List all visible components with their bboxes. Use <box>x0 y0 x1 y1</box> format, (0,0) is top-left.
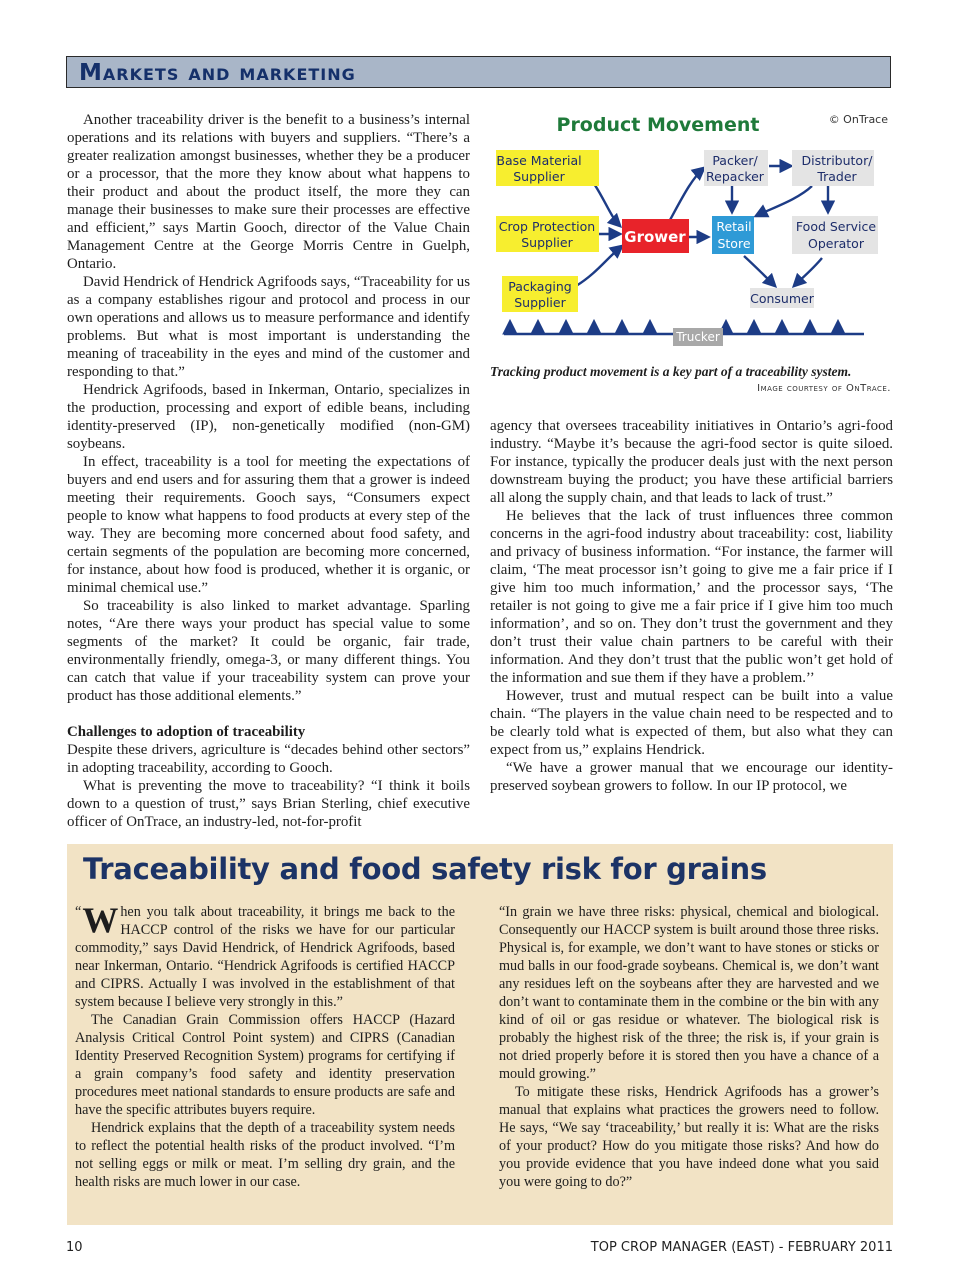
paragraph: In effect, traceability is a tool for meeting the expectations of buyers and end users and for assuring them that a grower is indeed meeting their requirements. Gooch says, “Consumers expect people to know what happens to food products at every step of the way. They are becoming more concerned about food safety, and certain segments of the population are becoming more concerned, for instance, about how food is produced, whether it is organic, or minimal chemical use.” <box>67 454 470 596</box>
paragraph: “We have a grower manual that we encourage our identity-preserved soybean growers to follow. In our IP protocol, we <box>490 760 893 794</box>
drop-cap: W <box>82 900 119 940</box>
svg-text:Distributor/: Distributor/ <box>801 153 873 168</box>
paragraph: agency that oversees traceability initiatives in Ontario’s agri-food industry. “Maybe it’s because the agri-food sector is quite siloed. For instance, typically the producer deals just with the next person downstream buying the product; you have these artificial barriers all along the supply chain, and that leads to lack of trust.” <box>490 418 893 506</box>
svg-text:Grower: Grower <box>624 228 686 246</box>
node-distributor-trader <box>792 150 874 186</box>
svg-text:Retail: Retail <box>716 219 752 234</box>
paragraph: Hendrick Agrifoods, based in Inkerman, Ontario, specializes in the production, processing and export of edible beans, including identity-preserved (IP), non-genetically modified (non-GM) soybeans. <box>67 382 470 452</box>
page-number: 10 <box>66 1240 83 1255</box>
svg-text:Food Service: Food Service <box>795 219 877 234</box>
svg-text:Operator: Operator <box>808 236 864 251</box>
figure-copyright: © OnTrace <box>828 113 888 126</box>
svg-text:Supplier: Supplier <box>513 169 565 184</box>
node-consumer <box>750 288 815 308</box>
section-title: Markets and marketing <box>79 60 356 86</box>
publication-footer: TOP CROP MANAGER (EAST) - FEBRUARY 2011 <box>590 1240 893 1255</box>
sidebar-paragraph: Hendrick explains that the depth of a traceability system needs to reflect the potential health risks of the product involved. “I’m not selling eggs or milk or meat. I’m selling dry grain, and the health risks are much lower in our case. <box>75 1120 455 1190</box>
svg-text:Consumer: Consumer <box>750 291 814 306</box>
flow-arrows <box>576 164 828 286</box>
svg-text:Supplier: Supplier <box>514 295 566 310</box>
paragraph: So traceability is also linked to market advantage. Sparling notes, “Are there ways your product has special value to some segments of the market? It could be organic, fair trade, environmentally friendly, omega-3, or many different things. You can catch that value if your traceability system can prove your product has those additional elements.” <box>67 598 470 704</box>
sidebar-left-column <box>75 900 455 1191</box>
svg-text:Crop Protection: Crop Protection <box>498 219 596 234</box>
sidebar-title: Traceability and food safety risk for grains <box>83 852 767 886</box>
sidebar-box <box>67 844 893 1225</box>
paragraph: However, trust and mutual respect can be built into a value chain. “The players in the value chain need to be respected and to be clearly told what is expected of them, but also what they can expect from us,” explains Hendrick. <box>490 688 893 758</box>
svg-text:Repacker: Repacker <box>706 169 764 184</box>
paragraph: Despite these drivers, agriculture is “decades behind other sectors” in adopting traceability, according to Gooch. <box>67 742 470 776</box>
svg-text:Supplier: Supplier <box>521 235 573 250</box>
figure-credit: Image courtesy of OnTrace. <box>757 383 891 394</box>
section-header <box>66 56 891 88</box>
arrow-distributor-to-retail <box>756 186 812 216</box>
sidebar-paragraph-text: hen you talk about traceability, it brings me back to the HACCP control of the risks we have for our particular commodity,” says David Hendrick, of Hendrick Agrifoods, based near Inkerman, Ontario. “Hendrick Agrifoods is certified HACCP and CIPRS. Actually I was involved in the establishment of that system because I believe very strongly in this.” <box>75 904 455 1010</box>
arrow-retail-to-consumer <box>744 256 775 286</box>
node-grower <box>622 219 689 253</box>
node-retail-store <box>712 216 754 254</box>
lead-quote: “ <box>75 904 82 920</box>
svg-text:Packer/: Packer/ <box>712 153 758 168</box>
node-packaging-supplier <box>502 276 578 312</box>
svg-text:Trucker: Trucker <box>676 330 720 344</box>
paragraph: What is preventing the move to traceability? “I think it boils down to a question of trust,” says Brian Sterling, chief executive officer of OnTrace, an industry-led, not-for-profit <box>67 778 470 830</box>
paragraph: He believes that the lack of trust influences three common concerns in the agri-food industry about traceability: cost, liability and privacy of business information. “For instance, the farmer will claim, ‘The meat processor isn’t going to give me a fair price if I give him too much information,’ and the processor says, ‘The retailer is not going to give me a fair price if I give him too much information’, and so on. They don’t trust the government and they don’t trust their value chain partners to be careful with their information. And they don’t trust that the public won’t get hold of the information and sue them if they have a problem.’’ <box>490 508 893 686</box>
product-movement-diagram <box>492 108 892 360</box>
node-trucker <box>673 328 723 346</box>
sidebar-paragraph: The Canadian Grain Commission offers HACCP (Hazard Analysis Critical Control Point system) and CIPRS (Canadian Identity Preserved Recognition System) programs for certifying if a grain company’s food safety and identity preservation procedures meet national standards to ensure products are safe and have the specific attributes buyers require. <box>75 1012 455 1118</box>
paragraph: Another traceability driver is the benefit to a business’s internal operations and its relations with buyers and suppliers. “There’s a greater realization amongst businesses, whether they be a producer or a processor, that the more they know about what happens to their product and about the product itself, the more they can manage their businesses to make sure their processes are effective and efficient,” says Martin Gooch, director of the Value Chain Management Centre at the George Morris Centre in Guelph, Ontario. <box>67 112 470 272</box>
arrow-foodservice-to-consumer <box>794 258 822 286</box>
sidebar-paragraph <box>75 900 455 1011</box>
svg-text:Base Material: Base Material <box>496 153 582 168</box>
sidebar-paragraph: To mitigate these risks, Hendrick Agrifoods has a grower’s manual that explains what practices the growers need to follow. He says, “We say ‘traceability,’ but really it is: What are the risks of your product? How do you mitigate those risks? And how do you provide evidence that you have indeed done what you said you were going to do?” <box>499 1084 879 1190</box>
sidebar-right-column <box>499 903 879 1191</box>
paragraph: David Hendrick of Hendrick Agrifoods says, “Traceability for us as a company establishes rigour and protocol and process in our own operations and allows us to measure performance and identify problems. But what is most important is understanding the meaning of traceability in the eyes and mind of the customer and responding to that.” <box>67 274 470 380</box>
figure-caption: Tracking product movement is a key part of a traceability system. <box>490 364 852 379</box>
paragraph-gap <box>67 705 470 723</box>
svg-text:Trader: Trader <box>817 169 857 184</box>
sidebar-paragraph: “In grain we have three risks: physical, chemical and biological. Consequently our HACCP system is built around those three risks. Physical is, for example, we don’t want to have stones or sticks or mud balls in our food-grade soybeans. Chemical is, we don’t want any residues left on the soybeans after they are harvested and we don’t want to contaminate them in the combine or the bin with any kind of oil or gas residue or whatever. The biological risk is probably the highest risk of the three; the risk is, if your grain is not dried properly before it is stored then you have a chance of a mould growing.” <box>499 904 879 1082</box>
figure-title: Product Movement <box>556 114 760 136</box>
svg-text:Packaging: Packaging <box>508 279 572 294</box>
subheading: Challenges to adoption of traceability <box>67 724 306 740</box>
node-packer-repacker <box>704 150 768 186</box>
arrow-grower-to-packer <box>670 168 704 220</box>
node-food-service-operator <box>792 216 878 254</box>
node-crop-protection-supplier <box>496 216 599 252</box>
article-right-column <box>490 417 893 795</box>
node-base-material-supplier <box>496 150 599 186</box>
article-left-column <box>67 111 470 831</box>
svg-text:Store: Store <box>717 236 751 251</box>
